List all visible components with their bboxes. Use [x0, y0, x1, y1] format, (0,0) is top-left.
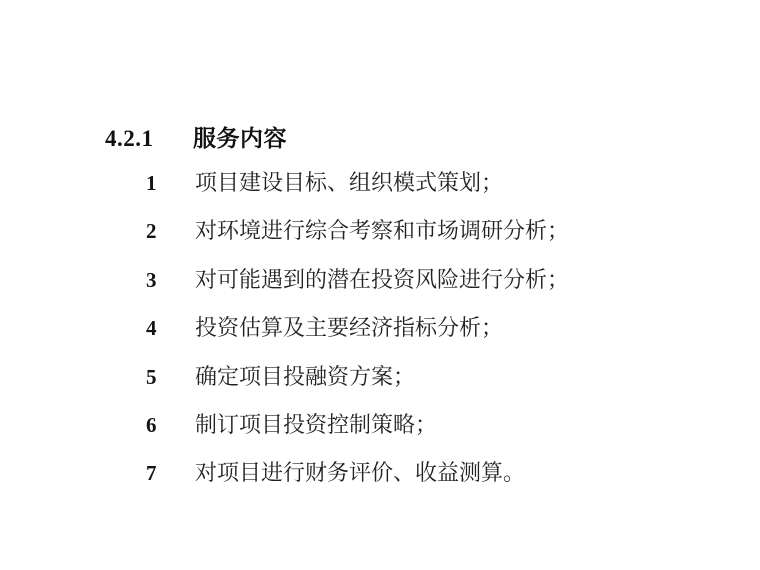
- list-item-number: 2: [146, 219, 157, 244]
- list-item-number: 1: [146, 171, 157, 195]
- list-item-text: 对项目进行财务评价、收益测算。: [195, 460, 526, 486]
- section-heading: [105, 124, 287, 154]
- list-item: [146, 168, 569, 216]
- list-item: [146, 216, 569, 264]
- list-item-text: 投资估算及主要经济指标分析；: [195, 315, 504, 341]
- list-item: [146, 458, 569, 506]
- list-item: [146, 362, 569, 410]
- list-item-text: 项目建设目标、组织模式策划；: [195, 170, 504, 195]
- list-item: [146, 313, 569, 361]
- section-title: 服务内容: [193, 126, 287, 151]
- list-item-number: 3: [146, 267, 157, 292]
- list-item-text: 制订项目投资控制策略；: [195, 411, 438, 437]
- list-item-number: 4: [146, 316, 157, 341]
- service-list: [146, 168, 569, 507]
- list-item-number: 5: [146, 364, 157, 389]
- list-item-text: 对环境进行综合考察和市场调研分析；: [195, 218, 570, 244]
- section-number: 4.2.1: [105, 126, 154, 151]
- list-item-number: 6: [146, 412, 157, 437]
- list-item-number: 7: [146, 461, 157, 486]
- list-item: [146, 265, 569, 313]
- list-item-text: 对可能遇到的潜在投资风险进行分析；: [195, 266, 570, 292]
- list-item-text: 确定项目投融资方案；: [195, 363, 416, 389]
- list-item: [146, 410, 569, 458]
